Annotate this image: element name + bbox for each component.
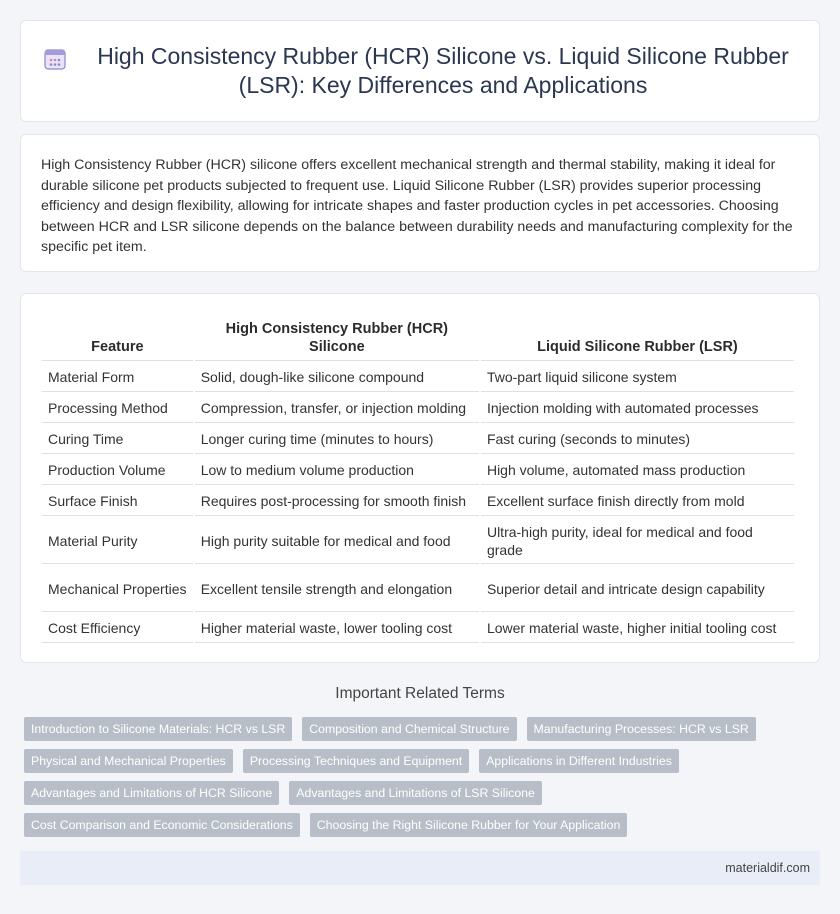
row-hcr: Low to medium volume production (195, 456, 479, 485)
row-lsr: Ultra-high purity, ideal for medical and food grade (481, 518, 794, 564)
comparison-table (40, 314, 796, 645)
row-lsr: Injection molding with automated processes (481, 394, 794, 423)
related-tag[interactable]: Applications in Different Industries (479, 749, 679, 773)
related-tag[interactable]: Advantages and Limitations of LSR Silicone (289, 781, 542, 805)
intro-paragraph: High Consistency Rubber (HCR) silicone offers excellent mechanical strength and thermal stability, making it ideal for durable silicone pet products subjected to frequent use. Liquid Silicone Rubber (LSR) provides superior processing efficiency and design flexibility, allowing for intricate shapes and faster production cycles in pet accessories. Choosing between HCR and LSR silicone depends on the balance between durability needs and manufacturing complexity for the specific pet item. (41, 157, 793, 255)
row-hcr: Excellent tensile strength and elongation (195, 566, 479, 612)
title-wrap (42, 42, 798, 100)
related-tag[interactable]: Introduction to Silicone Materials: HCR vs LSR (24, 717, 292, 741)
table-row (42, 394, 794, 423)
related-tags (20, 717, 820, 845)
intro-card (20, 134, 820, 272)
related-tag[interactable]: Choosing the Right Silicone Rubber for Your Application (310, 813, 628, 837)
row-feature: Curing Time (42, 425, 193, 454)
table-row (42, 456, 794, 485)
related-tag[interactable]: Processing Techniques and Equipment (243, 749, 469, 773)
page-title: High Consistency Rubber (HCR) Silicone vs. Liquid Silicone Rubber (LSR): Key Differences and Applications (97, 43, 789, 98)
table-row (42, 425, 794, 454)
table-row (42, 566, 794, 612)
row-lsr: High volume, automated mass production (481, 456, 794, 485)
row-feature: Material Form (42, 363, 193, 392)
row-feature: Surface Finish (42, 487, 193, 516)
related-tag[interactable]: Advantages and Limitations of HCR Silicone (24, 781, 279, 805)
related-tag[interactable]: Manufacturing Processes: HCR vs LSR (527, 717, 756, 741)
title-card (20, 20, 820, 122)
related-tag[interactable]: Cost Comparison and Economic Considerations (24, 813, 300, 837)
related-tag[interactable]: Physical and Mechanical Properties (24, 749, 233, 773)
footer-site-link[interactable]: materialdif.com (725, 861, 810, 875)
row-lsr: Superior detail and intricate design capability (481, 566, 794, 612)
row-hcr: Compression, transfer, or injection molding (195, 394, 479, 423)
calendar-grid-icon (42, 46, 68, 72)
row-feature: Processing Method (42, 394, 193, 423)
table-row (42, 614, 794, 643)
footer (20, 851, 820, 885)
row-feature: Cost Efficiency (42, 614, 193, 643)
related-tag[interactable]: Composition and Chemical Structure (302, 717, 516, 741)
row-hcr: Solid, dough-like silicone compound (195, 363, 479, 392)
header-hcr: High Consistency Rubber (HCR) Silicone (195, 316, 479, 361)
related-terms-title: Important Related Terms (335, 685, 505, 702)
header-feature: Feature (42, 316, 193, 361)
row-hcr: Requires post-processing for smooth finish (195, 487, 479, 516)
row-feature: Material Purity (42, 518, 193, 564)
table-row (42, 487, 794, 516)
table-row (42, 518, 794, 564)
table-row (42, 363, 794, 392)
row-feature: Production Volume (42, 456, 193, 485)
header-lsr: Liquid Silicone Rubber (LSR) (481, 316, 794, 361)
row-lsr: Fast curing (seconds to minutes) (481, 425, 794, 454)
row-hcr: Longer curing time (minutes to hours) (195, 425, 479, 454)
row-lsr: Lower material waste, higher initial tooling cost (481, 614, 794, 643)
table-header-row (42, 316, 794, 361)
row-feature: Mechanical Properties (42, 566, 193, 612)
row-lsr: Two-part liquid silicone system (481, 363, 794, 392)
row-hcr: Higher material waste, lower tooling cost (195, 614, 479, 643)
comparison-table-card (20, 293, 820, 663)
row-lsr: Excellent surface finish directly from mold (481, 487, 794, 516)
row-hcr: High purity suitable for medical and food (195, 518, 479, 564)
